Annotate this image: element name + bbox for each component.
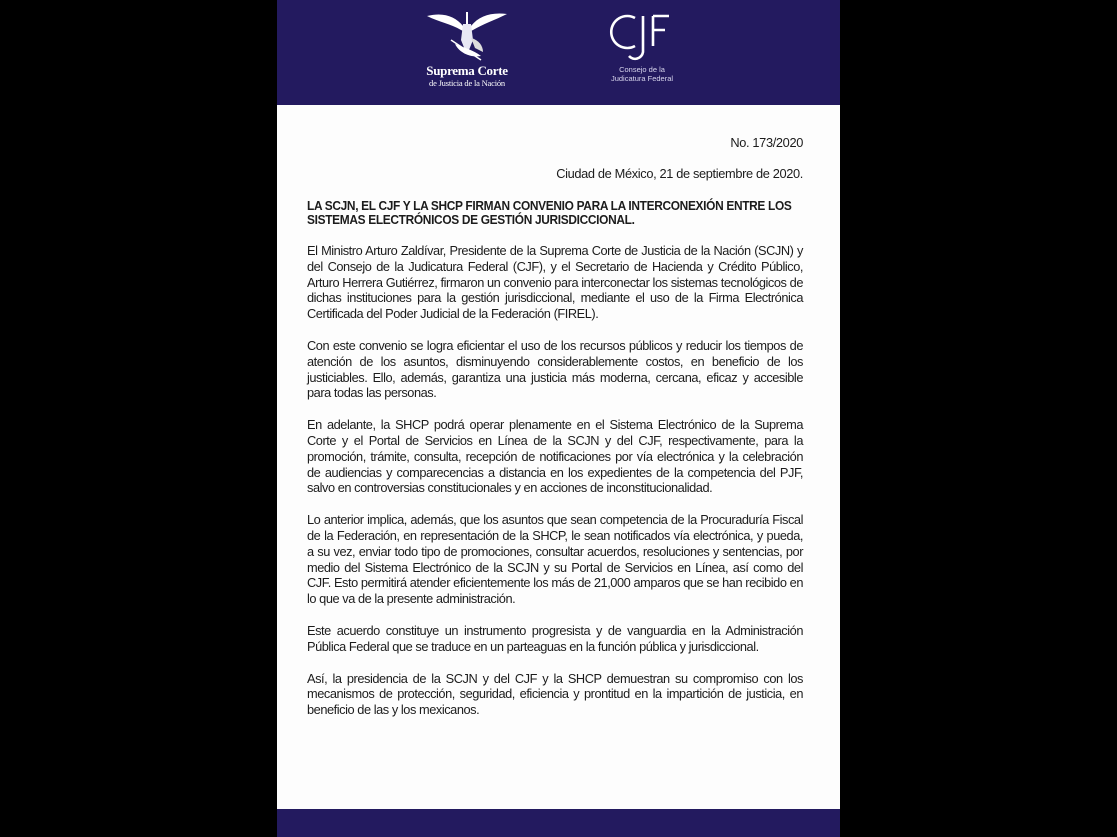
- dateline: Ciudad de México, 21 de septiembre de 2020.: [556, 166, 803, 181]
- eagle-emblem-icon: [425, 10, 509, 62]
- paragraph: Lo anterior implica, además, que los asuntos que sean competencia de la Procuraduría Fiscal de la Federación, en representación de la SHCP, le sean notificados vía electrónica, y pueda, a su vez, enviar todo tipo de promociones, consultar acuerdos, resoluciones y sentencias, por medio del Sistema Electrónico de la SCJN y su Portal de Servicios en Línea, así como del CJF. Esto permitirá atender eficientemente los más de 21,000 amparos que se han recibido en lo que va de la presente administración.: [307, 512, 803, 607]
- paragraph: Así, la presidencia de la SCJN y del CJF y la SHCP demuestran su compromiso con los mecanismos de protección, seguridad, eficiencia y prontitud en la impartición de justicia, en beneficio de las y los mexicanos.: [307, 670, 803, 718]
- paragraph: El Ministro Arturo Zaldívar, Presidente de la Suprema Corte de Justicia de la Nación (SCJN) y del Consejo de la Judicatura Federal (CJF), y el Secretario de Hacienda y Crédito Público, Arturo Herrera Gutiérrez, firmaron un convenio para interconectar los sistemas tecnológicos de dichas instituciones para la gestión jurisdiccional, mediante el uso de la Firma Electrónica Certificada del Poder Judicial de la Federación (FIREL).: [307, 243, 803, 322]
- footer-banner: [277, 809, 840, 837]
- document-body: [307, 135, 803, 734]
- cjf-logo: [587, 12, 697, 92]
- paragraph: En adelante, la SHCP podrá operar plenamente en el Sistema Electrónico de la Suprema Corte y el Portal de Servicios en Línea de la SCJN y del CJF, respectivamente, para la promoción, trámite, consulta, recepción de notificaciones por vía electrónica y la celebración de audiencias y comparecencias a distancia en los expedientes de la competencia del PJF, salvo en controversias constitucionales y en acciones de inconstitucionalidad.: [307, 417, 803, 496]
- scjn-logo: [417, 10, 517, 94]
- cjf-monogram-icon: [607, 12, 677, 64]
- press-release-page: [277, 0, 840, 837]
- header-banner: [277, 0, 840, 105]
- document-number: No. 173/2020: [730, 135, 803, 150]
- cjf-subtitle-line1: Consejo de la: [619, 65, 665, 74]
- paragraph: Con este convenio se logra eficientar el uso de los recursos públicos y reducir los tiempos de atención de los asuntos, disminuyendo considerablemente costos, en beneficio de los justiciables. Ello, además, garantiza una justicia más moderna, cercana, eficaz y accesible para todas las personas.: [307, 337, 803, 401]
- cjf-subtitle-line2: Judicatura Federal: [610, 73, 674, 83]
- scjn-name: Suprema Corte: [426, 63, 508, 78]
- document-title: LA SCJN, EL CJF Y LA SHCP FIRMAN CONVENIO PARA LA INTERCONEXIÓN ENTRE LOS SISTEMAS ELECTRÓNICOS DE GESTIÓN JURISDICCIONAL.: [307, 198, 792, 227]
- paragraph: Este acuerdo constituye un instrumento progresista y de vanguardia en la Administración Pública Federal que se traduce en un parteaguas en la función pública y jurisdiccional.: [307, 622, 803, 654]
- scjn-subtitle: de Justicia de la Nación: [429, 78, 505, 88]
